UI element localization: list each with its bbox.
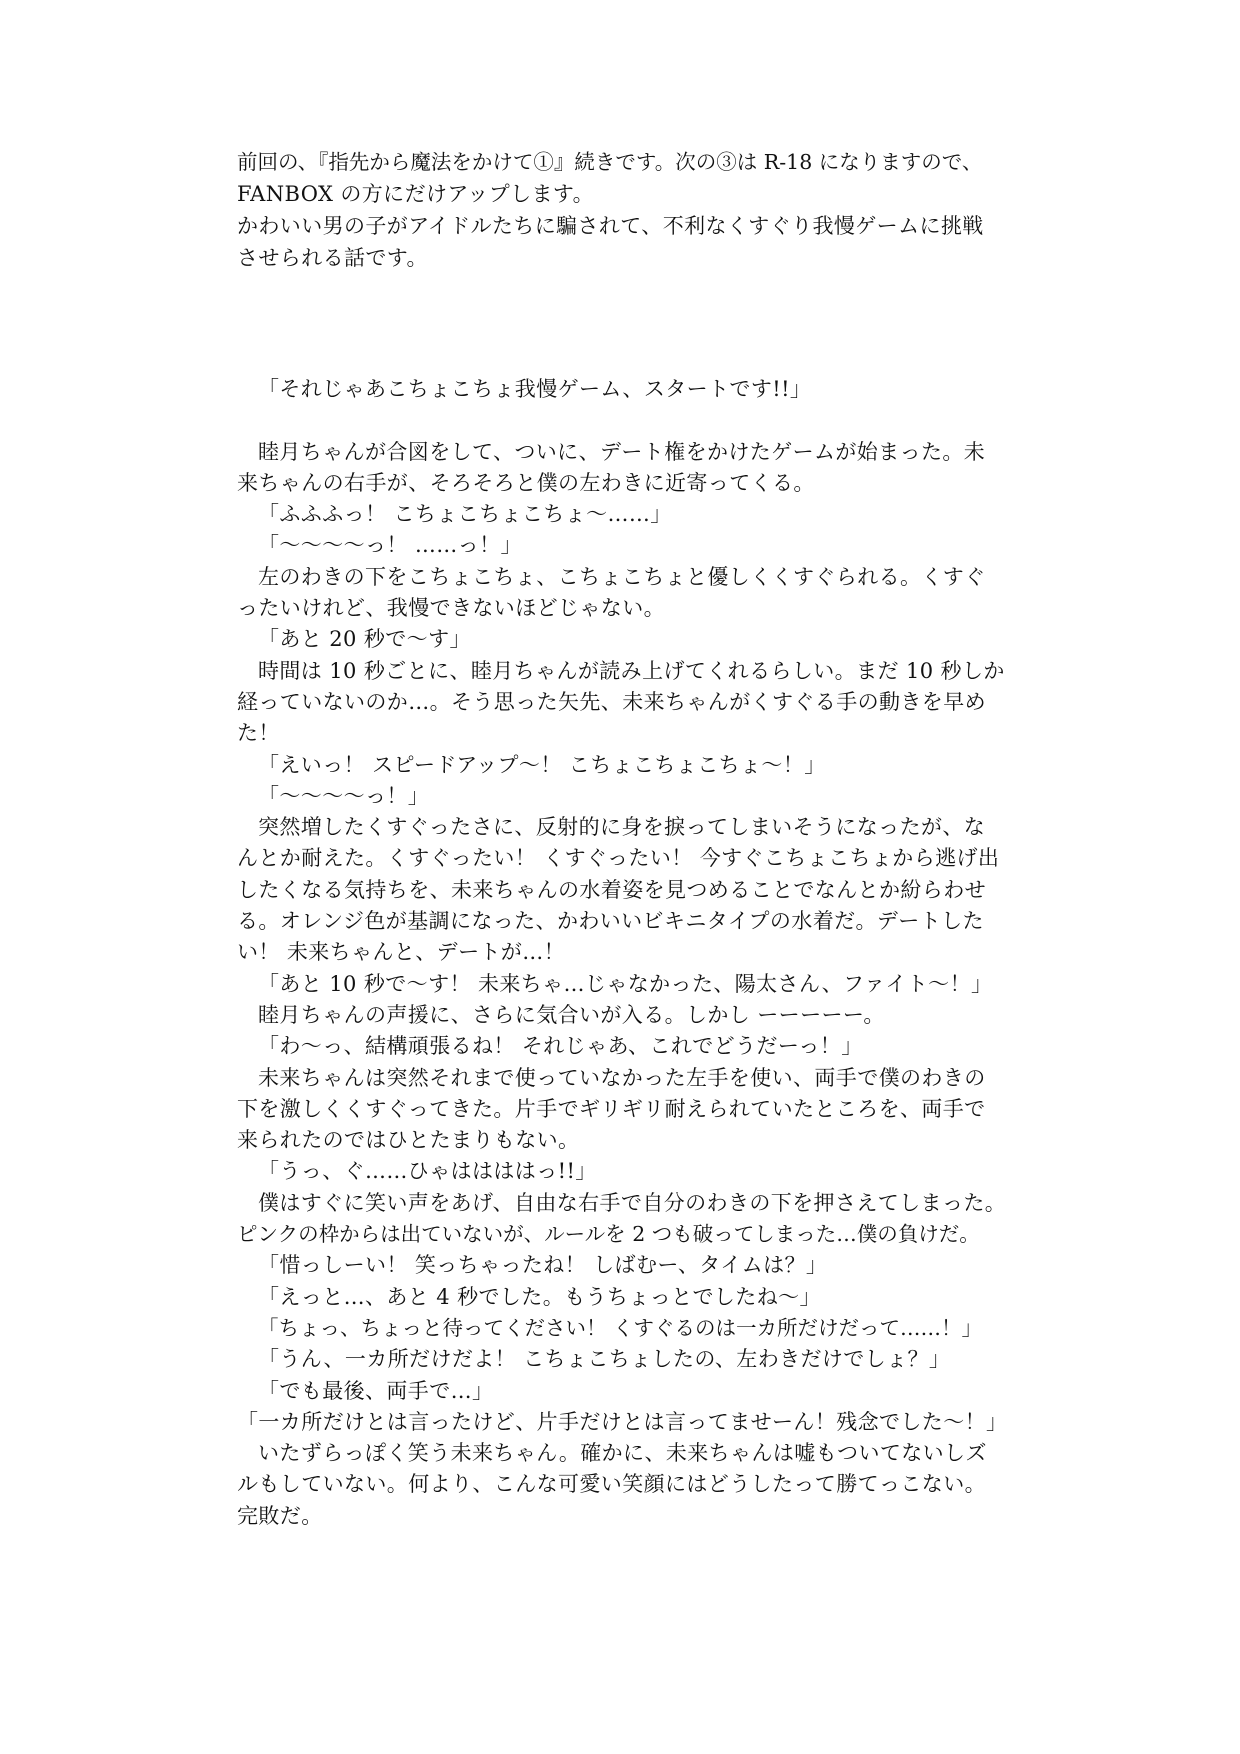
narration-line: 突然増したくすぐったさに、反射的に身を捩ってしまいそうになったが、な: [258, 815, 986, 840]
narration-line: 睦月ちゃんの声援に、さらに気合いが入る。しかし ーーーーー。: [258, 1002, 885, 1027]
dialogue-line: 「えっと…、あと 4 秒でした。もうちょっとでしたね～」: [258, 1284, 821, 1309]
narration-line: ったいけれど、我慢できないほどじゃない。: [237, 596, 665, 621]
dialogue-line: 「惜っしーい！ 笑っちゃったね！ しばむー、タイムは？」: [258, 1253, 828, 1278]
dialogue-line: 「ちょっ、ちょっと待ってください！ くすぐるのは一カ所だけだって……！」: [258, 1315, 983, 1340]
dialogue-line: 「それじゃあこちょこちょ我慢ゲーム、スタートです!!」: [258, 377, 812, 401]
narration-line: 経っていないのか…。そう思った矢先、未来ちゃんがくすぐる手の動きを早め: [237, 689, 986, 714]
narration-line: た！: [237, 721, 280, 746]
intro-line: させられる話です。: [237, 246, 428, 270]
blank-line: [237, 405, 1009, 436]
narration-line: 僕はすぐに笑い声をあげ、自由な右手で自分のわきの下を押さえてしまった。: [258, 1190, 1007, 1215]
story-body: [237, 374, 1009, 1532]
narration-line: い！ 未来ちゃんと、デートが…！: [237, 940, 566, 965]
narration-line: 睦月ちゃんが合図をして、ついに、デート権をかけたゲームが始まった。未: [258, 439, 986, 464]
dialogue-line: 「でも最後、両手で…」: [258, 1378, 494, 1403]
narration-line: 未来ちゃんは突然それまで使っていなかった左手を使い、両手で僕のわきの: [258, 1065, 986, 1090]
narration-line: んとか耐えた。くすぐったい！ くすぐったい！ 今すぐこちょこちょから逃げ出: [237, 846, 1000, 871]
dialogue-line: 「あと 20 秒で～す」: [258, 627, 471, 652]
dialogue-line: 「うっ、ぐ……ひゃははははっ!!」: [258, 1159, 597, 1184]
narration-line: 下を激しくくすぐってきた。片手でギリギリ耐えられていたところを、両手で: [237, 1096, 986, 1121]
dialogue-line: 「うん、一カ所だけだよ！ こちょこちょしたの、左わきだけでしょ？」: [258, 1347, 951, 1372]
narration-line: 左のわきの下をこちょこちょ、こちょこちょと優しくくすぐられる。くすぐ: [258, 564, 986, 589]
dialogue-line: 「あと 10 秒で～す！ 未来ちゃ…じゃなかった、陽太さん、ファイト～！」: [258, 971, 993, 996]
narration-line: したくなる気持ちを、未来ちゃんの水着姿を見つめることでなんとか紛らわせ: [237, 877, 986, 902]
dialogue-line: 「ふふふっ！ こちょこちょこちょ～……」: [258, 502, 672, 527]
dialogue-line: 「えいっ！ スピードアップ～！ こちょこちょこちょ～！」: [258, 752, 826, 777]
narration-line: 完敗だ。: [237, 1503, 323, 1528]
intro-paragraph: [237, 146, 1009, 274]
narration-line: 来られたのではひとたまりもない。: [237, 1128, 580, 1153]
dialogue-line: 「一カ所だけとは言ったけど、片手だけとは言ってませーん！残念でした～！」: [237, 1409, 1008, 1434]
dialogue-line: 「～～～～っ！ ……っ！」: [258, 533, 522, 558]
dialogue-line: 「～～～～っ！」: [258, 783, 430, 808]
dialogue-line: 「わ～っ、結構頑張るね！ それじゃあ、これでどうだーっ！」: [258, 1034, 863, 1059]
intro-line: かわいい男の子がアイドルたちに騙されて、不利なくすぐり我慢ゲームに挑戦: [237, 214, 984, 238]
narration-line: 時間は 10 秒ごとに、睦月ちゃんが読み上げてくれるらしい。まだ 10 秒しか: [258, 658, 1005, 683]
narration-line: いたずらっぽく笑う未来ちゃん。確かに、未来ちゃんは嘘もついてないしズ: [258, 1441, 987, 1466]
narration-line: る。オレンジ色が基調になった、かわいいビキニタイプの水着だ。デートした: [237, 909, 984, 934]
intro-line: FANBOX の方にだけアップします。: [237, 182, 595, 206]
narration-line: 来ちゃんの右手が、そろそろと僕の左わきに近寄ってくる。: [237, 470, 815, 495]
intro-line: 前回の、『指先から魔法をかけて①』続きです。次の③は R-18 になりますので、: [237, 150, 983, 174]
narration-line: ピンクの枠からは出ていないが、ルールを 2 つも破ってしまった…僕の負けだ。: [237, 1222, 980, 1247]
narration-line: ルもしていない。何より、こんな可愛い笑顔にはどうしたって勝てっこない。: [237, 1472, 986, 1497]
